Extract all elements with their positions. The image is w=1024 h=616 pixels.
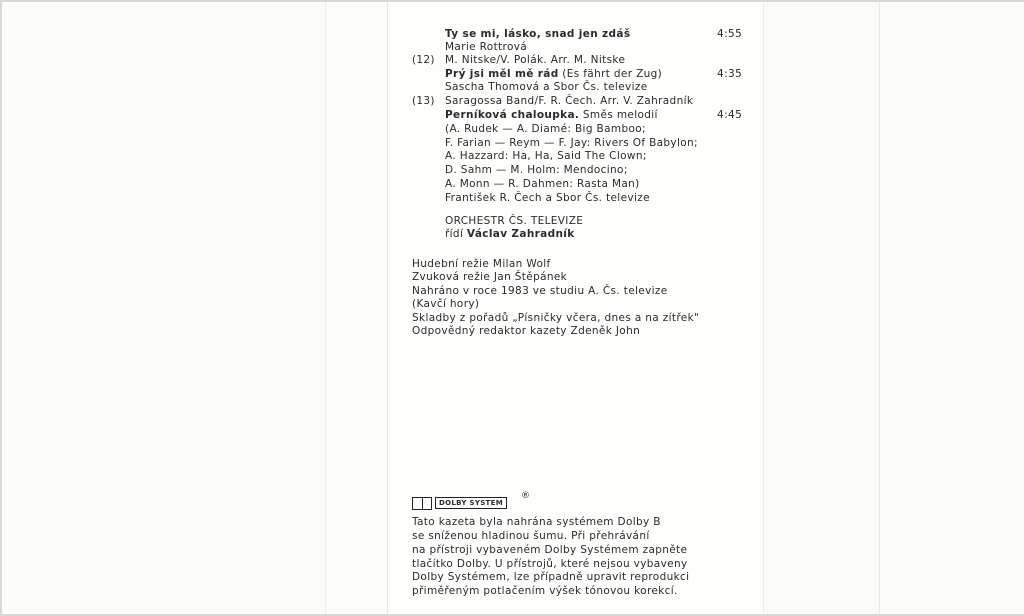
medley-line: (A. Rudek — A. Diamé: Big Bamboo;	[445, 123, 646, 135]
flap-panel	[763, 0, 880, 616]
track-12-performer: Sascha Thomová a Sbor Čs. televize	[445, 81, 648, 93]
track-12-title-line	[445, 68, 662, 82]
track-13-performer: František R. Čech a Sbor Čs. televize	[445, 192, 650, 204]
dolby-notice-line: Dolby Systémem, lze případně upravit reprodukci	[412, 571, 690, 583]
spine-panel	[325, 0, 388, 616]
track-12-title: Prý jsi měl mě rád	[445, 68, 559, 80]
dolby-logo-block	[412, 495, 507, 511]
track-13-subtitle: Směs melodií	[582, 109, 658, 121]
dolby-notice-line: Tato kazeta byla nahrána systémem Dolby B	[412, 516, 661, 528]
left-panel	[0, 0, 325, 616]
medley-line: A. Hazzard: Ha, Ha, Said The Clown;	[445, 150, 647, 162]
track-13-duration: 4:45	[717, 109, 743, 121]
dolby-system-label: DOLBY SYSTEM	[435, 497, 507, 509]
medley-line: F. Farian — Reym — F. Jay: Rivers Of Babylon;	[445, 137, 698, 149]
orchestra-name: ORCHESTR ČS. TELEVIZE	[445, 215, 584, 227]
track-13-title-line	[445, 109, 658, 123]
conductor-name: Václav Zahradník	[466, 228, 575, 240]
conductor-prefix: řídí	[445, 228, 464, 240]
credit-line: Skladby z pořadů „Písničky včera, dnes a na zítřek"	[412, 312, 700, 324]
scan-edge-left	[0, 0, 2, 616]
dolby-notice-line: přiměřeným potlačením výšek tónovou korekcí.	[412, 585, 678, 597]
medley-line: D. Sahm — M. Holm: Mendocino;	[445, 164, 628, 176]
credit-line: Odpovědný redaktor kazety Zdeněk John	[412, 325, 641, 337]
track-12-duration: 4:35	[717, 68, 743, 80]
track-12-credits: M. Nitske/V. Polák. Arr. M. Nitske	[445, 54, 626, 66]
dolby-notice-line: na přístroji vybaveném Dolby Systémem zapněte	[412, 544, 688, 556]
credit-line: (Kavčí hory)	[412, 298, 480, 310]
track-13-credits: Saragossa Band/F. R. Čech. Arr. V. Zahradník	[445, 95, 694, 107]
conductor-line	[445, 228, 575, 242]
track-13-title: Perníková chaloupka.	[445, 109, 580, 121]
track-12-subtitle: (Es fährt der Zug)	[562, 68, 663, 80]
dolby-notice-line: tlačítko Dolby. U přístrojů, které nejsou vybaveny	[412, 558, 688, 570]
credit-line: Hudební režie Milan Wolf	[412, 258, 551, 270]
right-panel	[879, 0, 1024, 616]
dolby-double-d-icon	[412, 497, 432, 510]
credit-line: Zvuková režie Jan Štěpánek	[412, 271, 568, 283]
track-11-duration: 4:55	[717, 28, 743, 40]
track-13-number: (13)	[412, 95, 435, 107]
medley-line: A. Monn — R. Dahmen: Rasta Man)	[445, 178, 640, 190]
track-11-title: Ty se mi, lásko, snad jen zdáš	[445, 28, 631, 40]
track-12-number: (12)	[412, 54, 435, 66]
track-11-performer: Marie Rottrová	[445, 41, 528, 53]
credit-line: Nahráno v roce 1983 ve studiu A. Čs. televize	[412, 285, 668, 297]
registered-mark: ®	[521, 491, 530, 501]
dolby-notice-line: se sníženou hladinou šumu. Při přehrávání	[412, 530, 650, 542]
scan-edge-top	[0, 0, 1024, 2]
